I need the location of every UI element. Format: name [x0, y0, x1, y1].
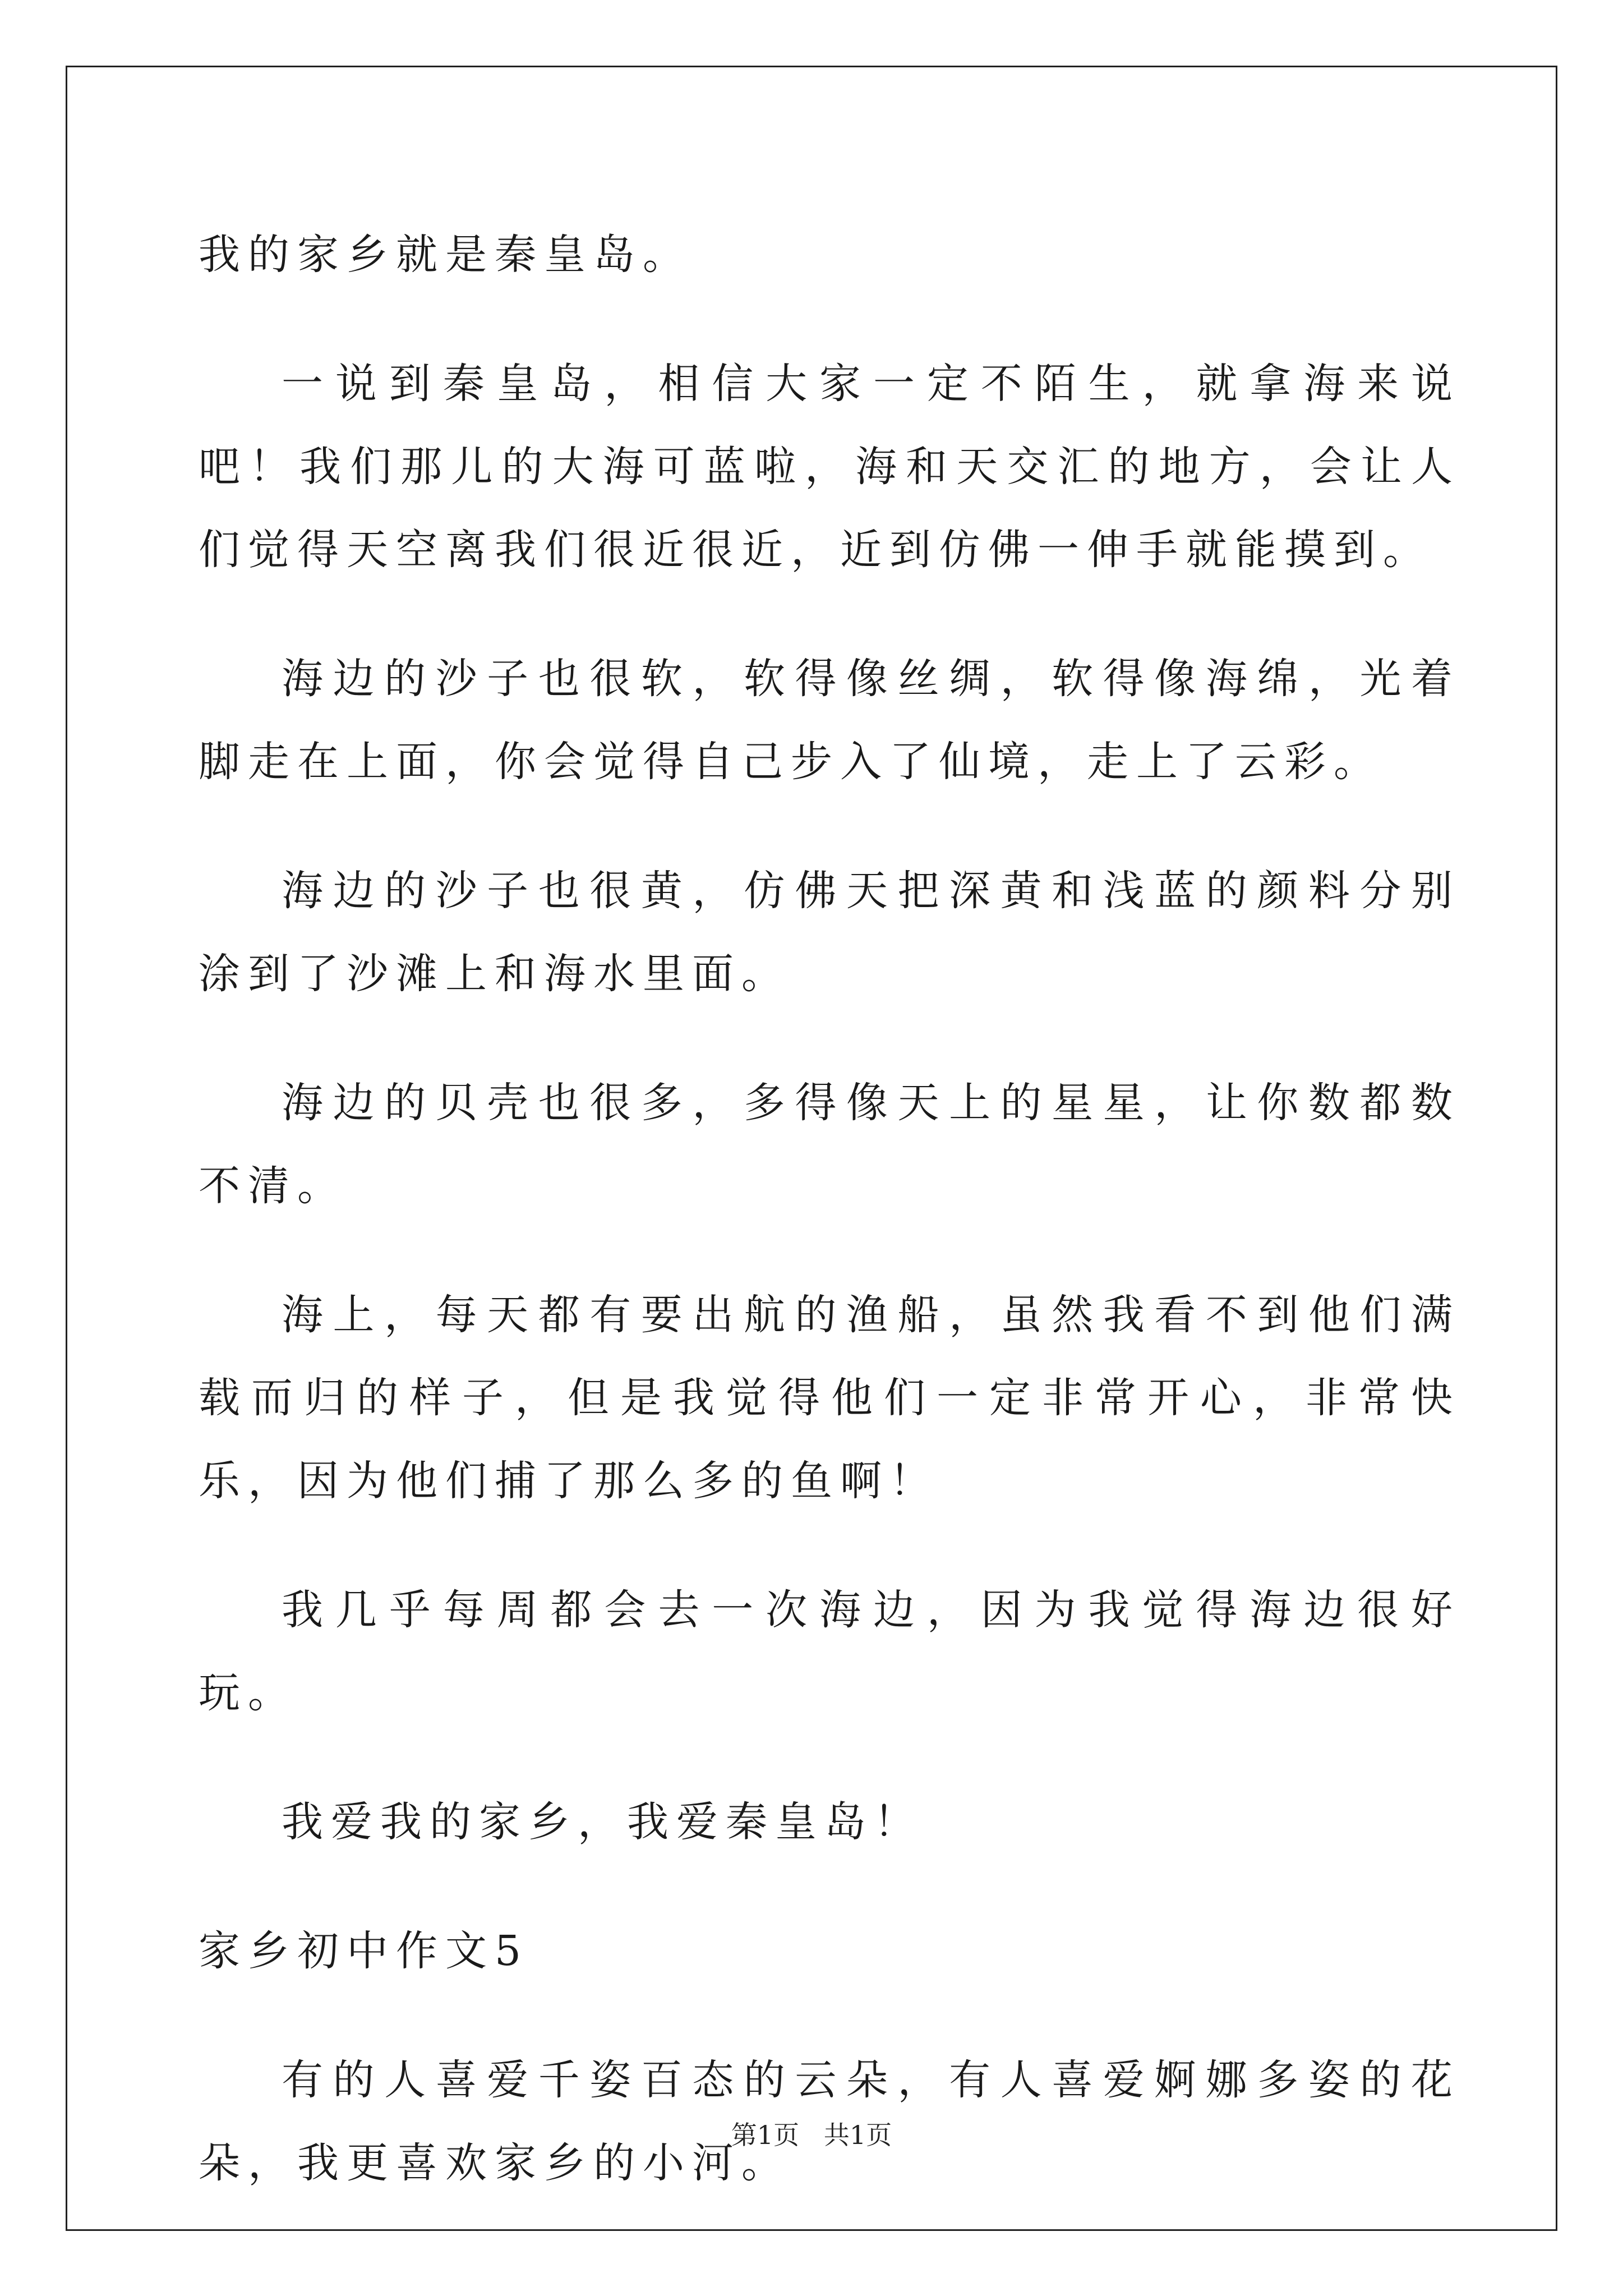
document-body [199, 213, 1460, 2251]
paragraph-intro: 我的家乡就是秦皇岛。 [199, 231, 692, 279]
paragraph-river: 有的人喜爱千姿百态的云朵，有人喜爱婀娜多姿的花朵，我更喜欢家乡的小河。 [199, 2056, 1460, 2187]
paragraph-shells: 海边的贝壳也很多，多得像天上的星星，让你数都数不清。 [199, 1079, 1460, 1210]
paragraph-love-hometown: 我爱我的家乡，我爱秦皇岛！ [282, 1798, 923, 1846]
paragraph-yellow-sand: 海边的沙子也很黄，仿佛天把深黄和浅蓝的颜料分别涂到了沙滩上和海水里面。 [199, 867, 1460, 998]
paragraph-fishing-boats: 海上，每天都有要出航的渔船，虽然我看不到他们满载而归的样子，但是我觉得他们一定非常开心，非常快乐，因为他们捕了那么多的鱼啊！ [199, 1291, 1460, 1505]
paragraph-sea: 一说到秦皇岛，相信大家一定不陌生，就拿海来说吧！我们那儿的大海可蓝啦，海和天交汇的地方，会让人们觉得天空离我们很近很近，近到仿佛一伸手就能摸到。 [199, 360, 1460, 574]
paragraph-soft-sand: 海边的沙子也很软，软得像丝绸，软得像海绵，光着脚走在上面，你会觉得自己步入了仙境，走上了云彩。 [199, 655, 1460, 786]
paragraph-weekly-visit: 我几乎每周都会去一次海边，因为我觉得海边很好玩。 [199, 1586, 1460, 1717]
page-footer: 第1页 共1页 [731, 2120, 892, 2150]
section-heading: 家乡初中作文5 [199, 1927, 529, 1975]
